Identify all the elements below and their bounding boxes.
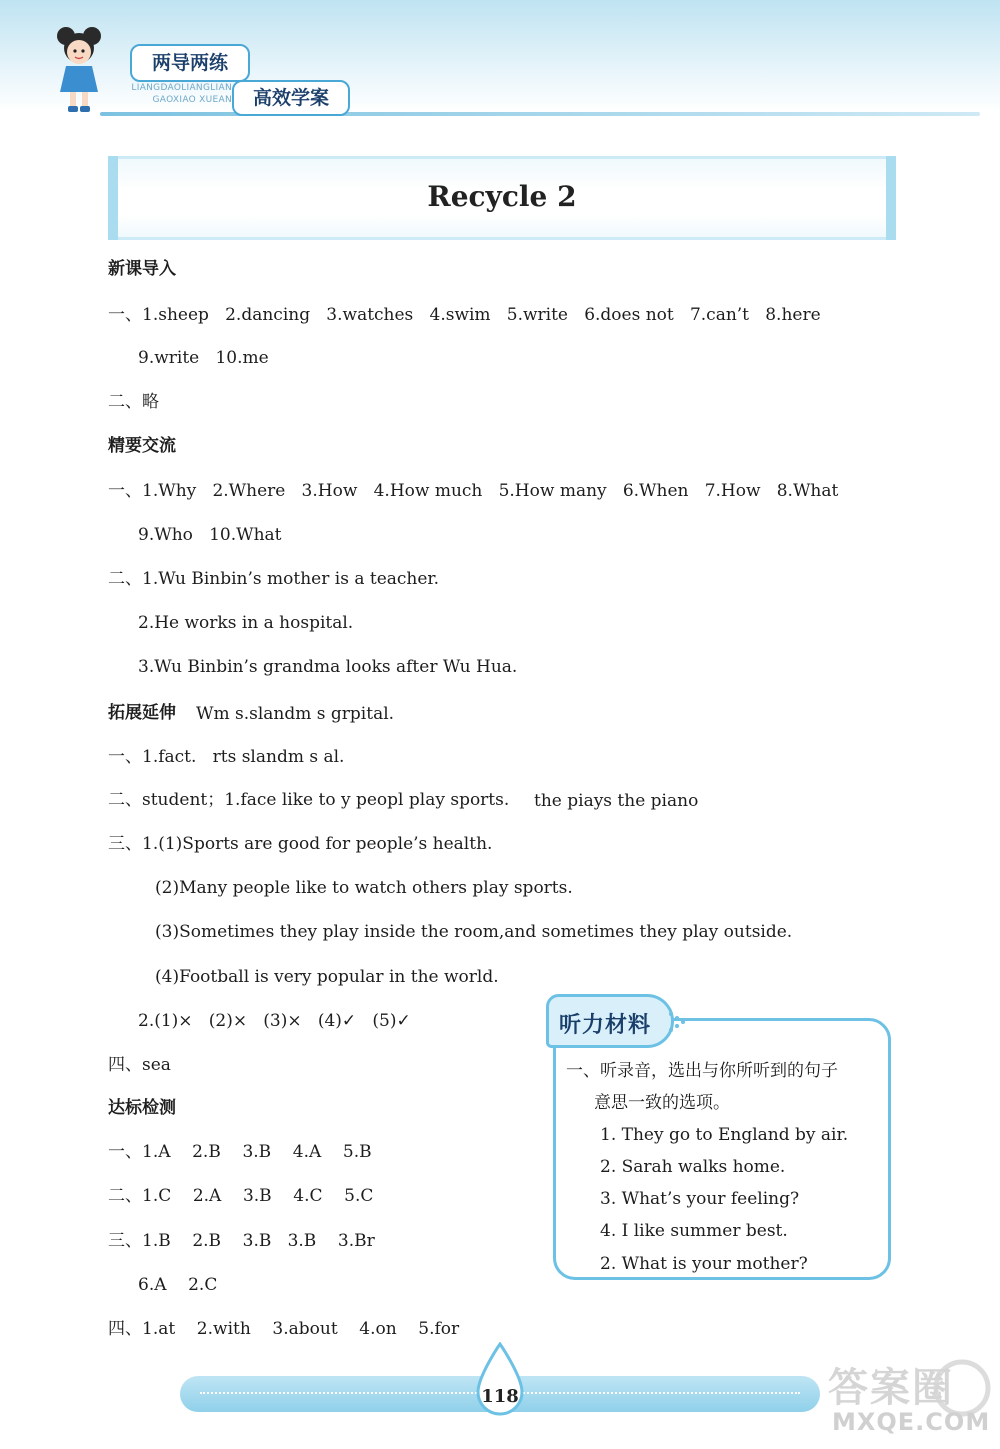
answer-line: 9.write 10.me [138, 348, 269, 368]
page-title: Recycle 2 [427, 180, 577, 213]
brand-pinyin-line2: GAOXIAO XUEAN [152, 95, 232, 105]
answer-line: 9.Who 10.What [138, 525, 282, 545]
answer-line: 2.He works in a hospital. [138, 613, 354, 633]
answer-line: 二、1.Wu Binbin’s mother is a teacher. [108, 569, 440, 589]
answer-line: Wm s.slandm s grpital. [196, 704, 395, 724]
answer-line: 一、1.fact. rts slandm s al. [108, 747, 345, 767]
section-heading-jingyao: 精要交流 [108, 436, 176, 456]
answer-line: 一、1.Why 2.Where 3.How 4.How much 5.How many 6.When 7.How 8.What [108, 481, 839, 501]
answer-line: the piays the piano [534, 791, 699, 811]
listening-item: 4. I like summer best. [600, 1221, 788, 1241]
watermark-text: 答案圈 [828, 1365, 954, 1411]
answer-line: 三、1.B 2.B 3.B 3.B 3.Br [108, 1231, 375, 1251]
listening-intro: 一、听录音，选出与你所听到的句子 [566, 1061, 838, 1081]
answer-line: (4)Football is very popular in the world. [155, 967, 499, 987]
watermark-url: MXQE.COM [832, 1408, 991, 1436]
header-rule [100, 112, 980, 116]
listening-item: 2. Sarah walks home. [600, 1157, 786, 1177]
answer-line: 一、1.sheep 2.dancing 3.watches 4.swim 5.write 6.does not 7.can’t 8.here [108, 305, 821, 325]
listening-tab-label: 听力材料 [559, 1013, 652, 1038]
brand-pinyin [112, 82, 232, 106]
answer-line: (3)Sometimes they play inside the room,and sometimes they play outside. [155, 922, 793, 942]
listening-item: 1. They go to England by air. [600, 1125, 849, 1145]
section-heading-dabiao: 达标检测 [108, 1098, 176, 1118]
section-heading-xinke: 新课导入 [108, 259, 176, 279]
brand-subtitle: 高效学案 [232, 80, 350, 116]
answer-line: 二、略 [108, 392, 159, 412]
listening-item: 3. What’s your feeling? [600, 1189, 800, 1209]
chevron-right-icon [666, 1008, 690, 1036]
brand-title: 两导两练 [130, 44, 250, 82]
listening-tab [546, 994, 674, 1048]
mascot-girl-icon [44, 22, 114, 114]
answer-line: (2)Many people like to watch others play sports. [155, 878, 573, 898]
answer-line: 二、1.C 2.A 3.B 4.C 5.C [108, 1186, 374, 1206]
answer-line: 一、1.A 2.B 3.B 4.A 5.B [108, 1142, 372, 1162]
answer-line: 6.A 2.C [138, 1275, 218, 1295]
listening-item: 2. What is your mother? [600, 1254, 808, 1274]
listening-intro: 意思一致的选项。 [594, 1093, 730, 1113]
section-heading-tuozhan: 拓展延伸 [108, 703, 176, 723]
answer-line: 四、1.at 2.with 3.about 4.on 5.for [108, 1319, 460, 1339]
brand-pinyin-line1: LIANGDAOLIANGLIAN [131, 83, 232, 93]
title-box [108, 156, 896, 240]
answer-line: 三、1.(1)Sports are good for people’s health. [108, 834, 493, 854]
answer-line: 2.(1)× (2)× (3)× (4)✓ (5)✓ [138, 1011, 411, 1031]
page-number: 118 [481, 1386, 519, 1407]
answer-line: 3.Wu Binbin’s grandma looks after Wu Hua. [138, 657, 518, 677]
answer-line: 二、student；1.face like to y peopl play sports. [108, 790, 510, 810]
answer-line: 四、sea [108, 1055, 171, 1075]
